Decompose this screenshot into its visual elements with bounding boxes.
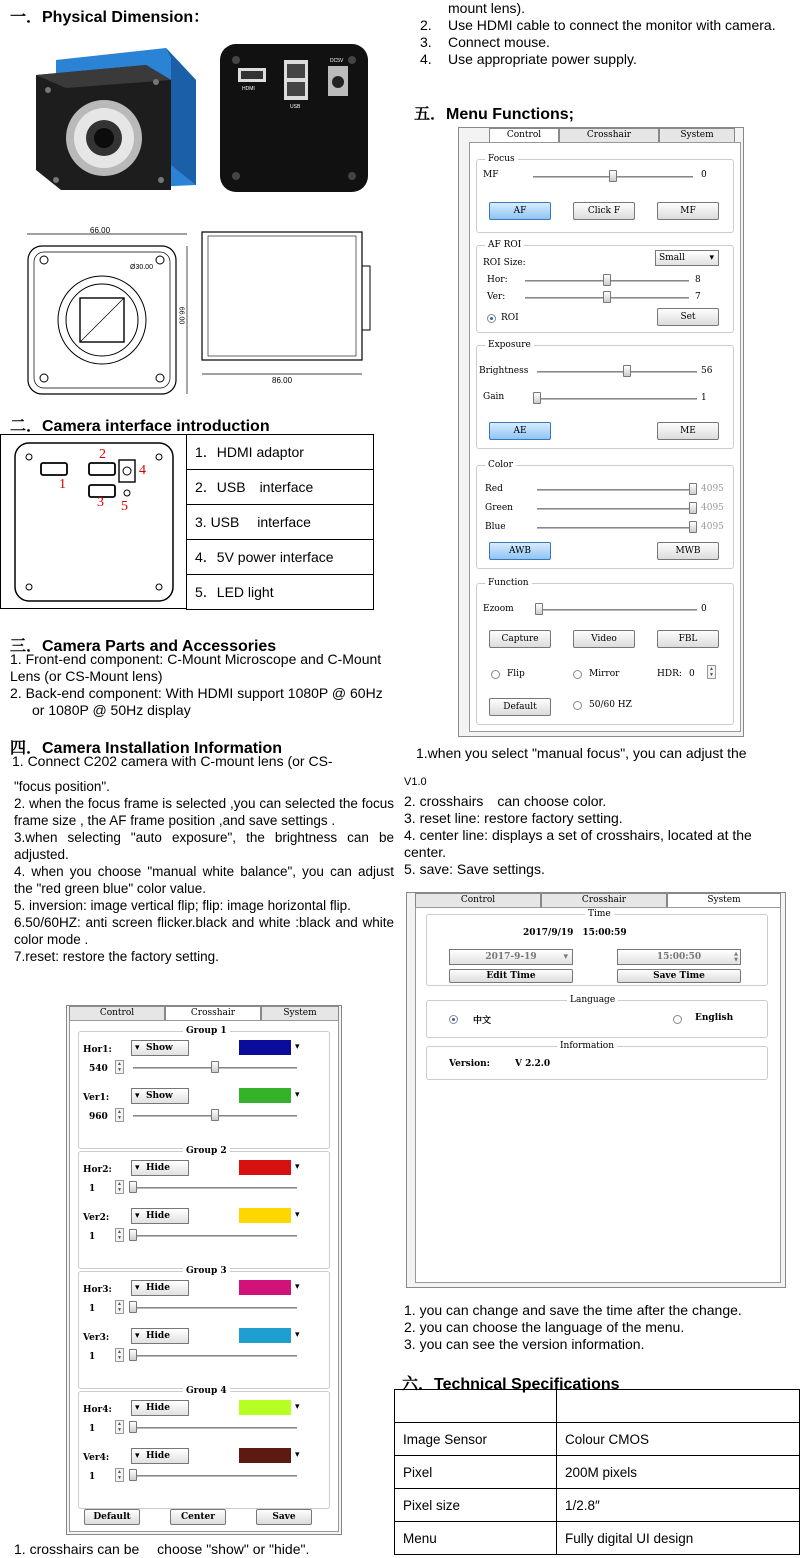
tab-control[interactable]: Control xyxy=(415,893,541,907)
spec-cell: 200M pixels xyxy=(557,1456,800,1489)
chevron-down-icon[interactable]: ▾ xyxy=(295,1090,300,1100)
line-position-value: 1 xyxy=(89,1184,96,1194)
blue-slider-handle[interactable] xyxy=(689,521,697,533)
line-position-value: 540 xyxy=(89,1064,108,1074)
line-position-slider-handle[interactable] xyxy=(211,1061,219,1073)
crosshair-show-hide-note: 1. crosshairs can be choose "show" or "hide". xyxy=(14,1541,310,1557)
line-position-value: 1 xyxy=(89,1424,96,1434)
chevron-down-icon[interactable]: ▾ xyxy=(295,1330,300,1340)
roi-size-value: Small xyxy=(659,253,685,263)
crosshair-group xyxy=(78,1266,330,1389)
tab-crosshair[interactable]: Crosshair xyxy=(559,128,659,142)
line-position-value: 1 xyxy=(89,1232,96,1242)
line-position-slider[interactable] xyxy=(133,1427,297,1429)
parts-item-1: 1. Front-end component: C-Mount Microscope and C-Mount Lens (or CS-Mount lens) xyxy=(10,651,382,684)
chevron-down-icon: ▾ xyxy=(563,952,568,962)
show-hide-select[interactable] xyxy=(131,1208,189,1224)
table-row xyxy=(395,1390,800,1423)
line-position-stepper[interactable]: ▲ ▼ xyxy=(115,1060,124,1074)
time-group-title: Time xyxy=(585,909,614,919)
roi-radio-label: ROI xyxy=(501,313,519,323)
show-hide-value: Hide xyxy=(146,1163,170,1173)
line-position-stepper[interactable]: ▲ ▼ xyxy=(115,1348,124,1362)
control-menu-panel xyxy=(458,127,744,737)
line-position-stepper[interactable]: ▲ ▼ xyxy=(115,1228,124,1242)
note-line: 2. crosshairs can choose color. xyxy=(404,793,607,809)
callout-2: 2 xyxy=(99,447,106,462)
system-menu-panel xyxy=(406,892,786,1288)
mf-slider-handle[interactable] xyxy=(609,170,617,182)
system-tab-body xyxy=(415,907,781,1283)
time-value: 15:00:50 xyxy=(656,952,702,962)
red-slider[interactable] xyxy=(537,489,697,491)
blue-value: 4095 xyxy=(701,522,724,532)
english-radio[interactable] xyxy=(673,1015,682,1024)
section-installation-title: 四．Camera Installation Information xyxy=(10,740,283,757)
table-row xyxy=(395,1522,800,1555)
roi-hor-label: Hor: xyxy=(487,275,508,285)
language-group xyxy=(426,995,768,1038)
color-swatch[interactable] xyxy=(239,1208,291,1223)
function-group-title: Function xyxy=(485,578,532,588)
line-position-value: 960 xyxy=(89,1112,108,1122)
note-line: 3.when selecting "auto exposure", the brightness can be adjusted. xyxy=(14,830,394,862)
note-line: 3. reset line: restore factory setting. xyxy=(404,810,623,826)
interface-row: 1．HDMI adaptor xyxy=(187,435,374,470)
tab-crosshair[interactable]: Crosshair xyxy=(541,893,667,907)
gain-label: Gain xyxy=(483,392,505,402)
chevron-down-icon[interactable]: ▾ xyxy=(295,1282,300,1292)
spec-cell: Pixel xyxy=(395,1456,557,1489)
installation-item-1-cont: mount lens). xyxy=(448,0,526,16)
show-hide-select[interactable] xyxy=(131,1088,189,1104)
chevron-down-icon[interactable]: ▾ xyxy=(295,1402,300,1412)
tab-system[interactable]: System xyxy=(659,128,735,142)
crosshair-group xyxy=(78,1386,330,1509)
mf-button[interactable]: MF xyxy=(657,202,719,220)
note-line: 1. you can change and save the time after the change. xyxy=(404,1302,742,1318)
mirror-radio[interactable] xyxy=(573,670,582,679)
callout-5: 5 xyxy=(121,499,128,514)
note-line: 2. when the focus frame is selected ,you can selected the focus frame size , the AF frame position ,and save settings . xyxy=(14,796,394,828)
af-roi-group xyxy=(476,240,734,333)
spinner-icon: ▲ ▼ xyxy=(734,951,738,963)
show-hide-value: Hide xyxy=(146,1283,170,1293)
line-position-slider-handle[interactable] xyxy=(129,1229,137,1241)
hz-radio[interactable] xyxy=(573,701,582,710)
ezoom-slider-handle[interactable] xyxy=(535,603,543,615)
line-position-value: 1 xyxy=(89,1352,96,1362)
section-menu-title: 五．Menu Functions; xyxy=(414,106,574,123)
crosshair-menu-panel xyxy=(66,1005,342,1535)
spec-cell: Menu xyxy=(395,1522,557,1555)
crosshair-group-title: Group 4 xyxy=(183,1386,230,1396)
spec-cell: Colour CMOS xyxy=(557,1423,800,1456)
spec-cell xyxy=(557,1390,800,1423)
show-hide-select[interactable] xyxy=(131,1400,189,1416)
click-focus-button[interactable]: Click F xyxy=(573,202,635,220)
note-line: 3. you can see the version information. xyxy=(404,1336,645,1352)
usb-port-label: USB xyxy=(290,104,301,110)
brightness-slider-handle[interactable] xyxy=(623,365,631,377)
af-roi-group-title: AF ROI xyxy=(485,240,524,250)
crosshair-group-title: Group 2 xyxy=(183,1146,230,1156)
spec-cell: Image Sensor xyxy=(395,1423,557,1456)
chinese-label: 中文 xyxy=(473,1016,492,1026)
spec-cell: Pixel size xyxy=(395,1489,557,1522)
dim-width: 66.00 xyxy=(90,226,111,235)
line-name: Hor4: xyxy=(83,1405,112,1415)
focus-group-title: Focus xyxy=(485,154,518,164)
me-button[interactable]: ME xyxy=(657,422,719,440)
gain-value: 1 xyxy=(701,393,707,403)
mirror-label: Mirror xyxy=(589,669,620,679)
brightness-label: Brightness xyxy=(479,366,529,376)
line-position-stepper[interactable]: ▲ ▼ xyxy=(115,1108,124,1122)
note-line: 4. center line: displays a set of crosshairs, located at the center. xyxy=(404,827,752,860)
date-picker[interactable] xyxy=(449,949,573,965)
line-name: Ver1: xyxy=(83,1093,110,1103)
exposure-group-title: Exposure xyxy=(485,340,534,350)
date-value: 2017-9-19 xyxy=(485,952,537,962)
hdr-label: HDR: xyxy=(657,669,682,679)
line-position-slider[interactable] xyxy=(133,1355,297,1357)
list-item: Connect mouse. xyxy=(448,34,550,50)
control-notes xyxy=(14,778,394,965)
color-swatch[interactable] xyxy=(239,1040,291,1055)
show-hide-select[interactable] xyxy=(131,1328,189,1344)
line-position-stepper[interactable]: ▲ ▼ xyxy=(115,1300,124,1314)
function-group xyxy=(476,578,734,725)
tab-system[interactable]: System xyxy=(261,1006,339,1020)
information-group-title: Information xyxy=(557,1041,617,1051)
exposure-group xyxy=(476,340,734,449)
dc-port-label: DC5V xyxy=(330,58,344,64)
flip-label: Flip xyxy=(507,669,525,679)
line-position-slider[interactable] xyxy=(133,1235,297,1237)
focus-group xyxy=(476,154,734,233)
tab-control[interactable]: Control xyxy=(69,1006,165,1020)
section-physical-dimension-title: 一．Physical Dimension： xyxy=(10,9,210,26)
tab-control[interactable]: Control xyxy=(489,128,559,143)
color-swatch[interactable] xyxy=(239,1088,291,1103)
chevron-down-icon: ▾ xyxy=(135,1331,140,1341)
line-name: Ver2: xyxy=(83,1213,110,1223)
current-time: 2017/9/19 15:00:59 xyxy=(523,928,627,938)
color-swatch[interactable] xyxy=(239,1328,291,1343)
note-line: "focus position". xyxy=(14,779,110,794)
list-num: 2. xyxy=(420,17,432,33)
roi-ver-value: 7 xyxy=(695,292,701,302)
line-name: Ver4: xyxy=(83,1453,110,1463)
show-hide-value: Hide xyxy=(146,1211,170,1221)
interface-table xyxy=(186,434,374,610)
color-group xyxy=(476,460,734,569)
table-row xyxy=(395,1423,800,1456)
line-position-slider-handle[interactable] xyxy=(129,1181,137,1193)
roi-size-select[interactable] xyxy=(655,250,719,266)
save-button[interactable]: Save xyxy=(256,1509,312,1525)
roi-hor-slider-handle[interactable] xyxy=(603,274,611,286)
english-label: English xyxy=(695,1013,734,1023)
show-hide-select[interactable] xyxy=(131,1448,189,1464)
chevron-down-icon[interactable]: ▾ xyxy=(295,1162,300,1172)
line-position-slider[interactable] xyxy=(133,1307,297,1309)
installation-list xyxy=(420,17,780,68)
ezoom-slider[interactable] xyxy=(537,609,697,611)
specs-table xyxy=(394,1389,800,1555)
ae-button[interactable]: AE xyxy=(489,422,551,440)
green-value: 4095 xyxy=(701,503,724,513)
note-line: 6.50/60HZ: anti screen flicker.black and white :black and white color mode . xyxy=(14,915,394,947)
brightness-slider[interactable] xyxy=(537,371,697,373)
roi-radio[interactable] xyxy=(487,314,496,323)
crosshair-tab-body xyxy=(69,1020,339,1532)
spec-cell: 1/2.8″ xyxy=(557,1489,800,1522)
version-label: Version: xyxy=(449,1059,490,1069)
color-swatch[interactable] xyxy=(239,1280,291,1295)
line-position-slider[interactable] xyxy=(133,1475,297,1477)
line-position-slider[interactable] xyxy=(133,1187,297,1189)
line-position-stepper[interactable]: ▲ ▼ xyxy=(115,1468,124,1482)
crosshair-group-title: Group 1 xyxy=(183,1026,230,1036)
gain-slider[interactable] xyxy=(537,398,697,400)
show-hide-value: Hide xyxy=(146,1451,170,1461)
interface-diagram xyxy=(0,434,187,609)
save-time-button[interactable]: Save Time xyxy=(617,969,741,983)
mwb-button[interactable]: MWB xyxy=(657,542,719,560)
line-position-slider-handle[interactable] xyxy=(129,1421,137,1433)
hdr-value: 0 xyxy=(689,669,695,679)
line-position-value: 1 xyxy=(89,1472,96,1482)
note-line: 2. you can choose the language of the menu. xyxy=(404,1319,685,1335)
line-position-slider-handle[interactable] xyxy=(211,1109,219,1121)
roi-ver-slider-handle[interactable] xyxy=(603,291,611,303)
chevron-down-icon: ▾ xyxy=(135,1403,140,1413)
chevron-down-icon: ▾ xyxy=(135,1043,140,1053)
chevron-down-icon: ▾ xyxy=(135,1211,140,1221)
color-group-title: Color xyxy=(485,460,516,470)
video-button[interactable]: Video xyxy=(573,630,635,648)
fbl-button[interactable]: FBL xyxy=(657,630,719,648)
line-position-stepper[interactable]: ▲ ▼ xyxy=(115,1180,124,1194)
edit-time-button[interactable]: Edit Time xyxy=(449,969,573,983)
chevron-down-icon: ▾ xyxy=(135,1163,140,1173)
red-slider-handle[interactable] xyxy=(689,483,697,495)
line-position-value: 1 xyxy=(89,1304,96,1314)
ezoom-value: 0 xyxy=(701,604,707,614)
interface-row: 4．5V power interface xyxy=(187,540,374,575)
list-item: Use appropriate power supply. xyxy=(448,51,637,67)
interface-row: 5．LED light xyxy=(187,575,374,610)
control-tab-body xyxy=(469,142,741,732)
list-num: 3. xyxy=(420,34,432,50)
roi-set-button[interactable]: Set xyxy=(657,308,719,326)
roi-hor-value: 8 xyxy=(695,275,701,285)
information-group xyxy=(426,1041,768,1080)
crosshair-notes xyxy=(404,793,790,878)
default-button[interactable]: Default xyxy=(489,698,551,716)
color-swatch[interactable] xyxy=(239,1160,291,1175)
crosshair-group-title: Group 3 xyxy=(183,1266,230,1276)
default-button[interactable]: Default xyxy=(84,1509,140,1525)
dim-height: 66.00 xyxy=(177,306,185,325)
chevron-down-icon: ▾ xyxy=(709,253,714,263)
line-name: Hor1: xyxy=(83,1045,112,1055)
dimension-drawing-side xyxy=(196,226,376,396)
spec-cell xyxy=(395,1390,557,1423)
time-group xyxy=(426,909,768,986)
chevron-down-icon: ▾ xyxy=(135,1283,140,1293)
line-position-stepper[interactable]: ▲ ▼ xyxy=(115,1420,124,1434)
language-group-title: Language xyxy=(567,995,618,1005)
camera-front-photo xyxy=(26,40,202,196)
tab-system[interactable]: System xyxy=(667,893,781,908)
brightness-value: 56 xyxy=(701,366,713,376)
crosshair-group xyxy=(78,1146,330,1269)
list-num: 4. xyxy=(420,51,432,67)
note-line: 5. save: Save settings. xyxy=(404,861,545,877)
color-swatch[interactable] xyxy=(239,1448,291,1463)
line-name: Hor3: xyxy=(83,1285,112,1295)
section-parts-title: 三．Camera Parts and Accessories xyxy=(10,638,277,655)
capture-button[interactable]: Capture xyxy=(489,630,551,648)
show-hide-value: Show xyxy=(146,1091,173,1101)
section-specs-title: 六．Technical Specifications xyxy=(402,1376,620,1393)
note-line: 5. inversion: image vertical flip; flip: image horizontal flip. xyxy=(14,898,351,913)
ezoom-label: Ezoom xyxy=(483,604,514,614)
chinese-radio[interactable] xyxy=(449,1015,458,1024)
callout-3: 3 xyxy=(97,495,104,510)
blue-label: Blue xyxy=(485,522,506,532)
hdmi-port-label: HDMI xyxy=(242,86,255,92)
interface-row: 2．USB interface xyxy=(187,470,374,505)
interface-row: 3. USB interface xyxy=(187,505,374,540)
callout-4: 4 xyxy=(139,463,146,478)
mf-value: 0 xyxy=(701,170,707,180)
awb-button[interactable]: AWB xyxy=(489,542,551,560)
dim-diameter: Ø30.00 xyxy=(130,264,153,271)
parts-item-2: 2. Back-end component: With HDMI support 1080P @ 60Hz or 1080P @ 50Hz display xyxy=(10,685,383,718)
chevron-down-icon[interactable]: ▾ xyxy=(295,1210,300,1220)
roi-size-label: ROI Size: xyxy=(483,258,526,268)
note-line: 4. when you choose "manual white balance", you can adjust the "red green blue" color value. xyxy=(14,864,394,896)
chevron-down-icon: ▾ xyxy=(135,1451,140,1461)
line-name: Ver3: xyxy=(83,1333,110,1343)
section-interface-title: 二．Camera interface introduction xyxy=(10,418,270,435)
chevron-down-icon[interactable]: ▾ xyxy=(295,1450,300,1460)
show-hide-select[interactable] xyxy=(131,1160,189,1176)
table-row xyxy=(395,1489,800,1522)
table-row xyxy=(395,1456,800,1489)
chevron-down-icon: ▾ xyxy=(135,1091,140,1101)
red-label: Red xyxy=(485,484,503,494)
list-item: Use HDMI cable to connect the monitor with camera. xyxy=(448,17,776,33)
camera-back-photo xyxy=(218,42,370,194)
show-hide-value: Hide xyxy=(146,1403,170,1413)
hz-label: 50/60 HZ xyxy=(589,700,632,710)
green-label: Green xyxy=(485,503,513,513)
dim-depth: 86.00 xyxy=(272,376,293,385)
manual-focus-note: 1.when you select "manual focus", you can adjust the xyxy=(416,745,747,761)
hdr-stepper[interactable]: ▲ ▼ xyxy=(707,665,716,679)
line-position-slider-handle[interactable] xyxy=(129,1349,137,1361)
line-name: Hor2: xyxy=(83,1165,112,1175)
mf-label: MF xyxy=(483,170,499,180)
version-value: V 2.2.0 xyxy=(515,1059,551,1069)
line-position-slider-handle[interactable] xyxy=(129,1301,137,1313)
roi-ver-label: Ver: xyxy=(487,292,506,302)
red-value: 4095 xyxy=(701,484,724,494)
spec-cell: Fully digital UI design xyxy=(557,1522,800,1555)
line-position-slider-handle[interactable] xyxy=(129,1469,137,1481)
installation-item-1: 1. Connect C202 camera with C-mount lens (or CS- xyxy=(12,753,333,769)
version-tag: V1.0 xyxy=(404,776,427,788)
green-slider-handle[interactable] xyxy=(689,502,697,514)
blue-slider[interactable] xyxy=(537,527,697,529)
dimension-drawing-front xyxy=(22,226,192,396)
tab-crosshair[interactable]: Crosshair xyxy=(165,1006,261,1021)
color-swatch[interactable] xyxy=(239,1400,291,1415)
center-button[interactable]: Center xyxy=(170,1509,226,1525)
system-notes xyxy=(404,1302,790,1353)
note-line: 7.reset: restore the factory setting. xyxy=(14,949,219,964)
gain-slider-handle[interactable] xyxy=(533,392,541,404)
time-picker[interactable] xyxy=(617,949,741,965)
crosshair-group xyxy=(78,1026,330,1149)
show-hide-value: Hide xyxy=(146,1331,170,1341)
show-hide-value: Show xyxy=(146,1043,173,1053)
af-button[interactable]: AF xyxy=(489,202,551,220)
green-slider[interactable] xyxy=(537,508,697,510)
show-hide-select[interactable] xyxy=(131,1280,189,1296)
callout-1: 1 xyxy=(59,477,66,492)
flip-radio[interactable] xyxy=(491,670,500,679)
chevron-down-icon[interactable]: ▾ xyxy=(295,1042,300,1052)
show-hide-select[interactable] xyxy=(131,1040,189,1056)
